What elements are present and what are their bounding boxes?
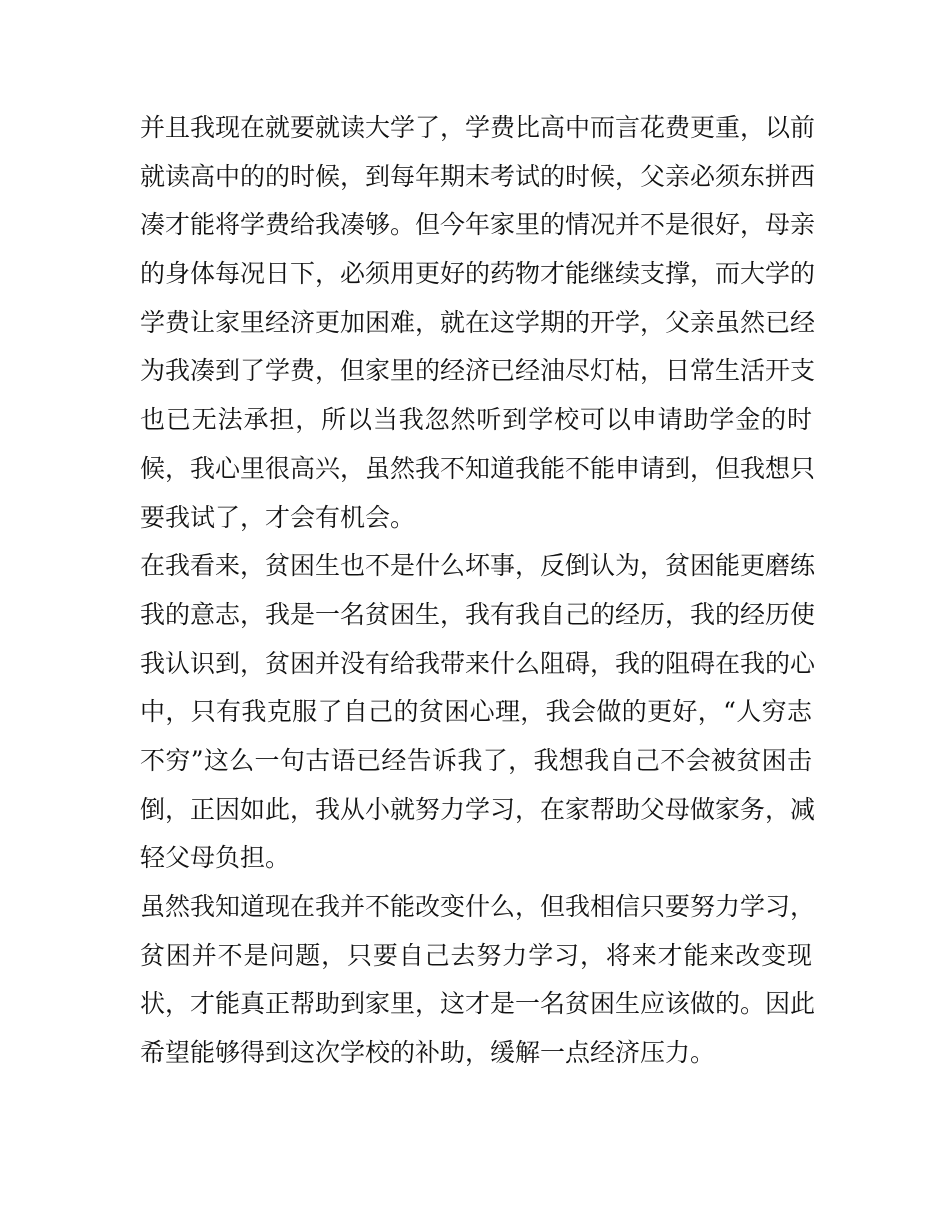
text-line: 学费让家里经济更加困难，就在这学期的开学，父亲虽然已经 <box>140 307 816 337</box>
text-line: 状，才能真正帮助到家里，这才是一名贫困生应该做的。因此 <box>140 989 816 1019</box>
text-line: 贫困并不是问题，只要自己去努力学习，将来才能来改变现 <box>140 940 812 970</box>
text-line: 我的意志，我是一名贫困生，我有我自己的经历，我的经历使 <box>140 599 816 629</box>
text-line: 倒，正因如此，我从小就努力学习，在家帮助父母做家务，减 <box>140 794 816 824</box>
paragraph-1 <box>140 104 816 542</box>
text-line: 在我看来，贫困生也不是什么坏事，反倒认为，贫困能更磨练 <box>140 551 816 581</box>
text-line: 并且我现在就要就读大学了，学费比高中而言花费更重，以前 <box>140 113 816 142</box>
text-line: 候，我心里很高兴，虽然我不知道我能不能申请到，但我想只 <box>140 453 816 483</box>
text-line: 我认识到，贫困并没有给我带来什么阻碍，我的阻碍在我的心 <box>140 648 816 678</box>
text-line: 也已无法承担，所以当我忽然听到学校可以申请助学金的时 <box>140 405 812 435</box>
paragraph-3 <box>140 883 816 1078</box>
text-line: 轻父母负担。 <box>140 843 291 873</box>
text-line: 的身体每况日下，必须用更好的药物才能继续支撑，而大学的 <box>140 259 816 289</box>
text-line: 凑才能将学费给我凑够。但今年家里的情况并不是很好，母亲 <box>140 210 816 240</box>
text-line: 虽然我知道现在我并不能改变什么，但我相信只要努力学习， <box>140 892 816 921</box>
paragraph-2 <box>140 542 816 883</box>
text-line: 希望能够得到这次学校的补助，缓解一点经济压力。 <box>140 1038 716 1068</box>
document-body <box>140 104 816 1078</box>
text-line: 不穷”这么一句古语已经告诉我了，我想我自己不会被贫困击 <box>140 745 812 775</box>
text-line: 为我凑到了学费，但家里的经济已经油尽灯枯，日常生活开支 <box>140 356 816 386</box>
text-line: 就读高中的的时候，到每年期末考试的时候，父亲必须东拼西 <box>140 161 816 191</box>
text-line: 中，只有我克服了自己的贫困心理，我会做的更好，“人穷志 <box>140 697 812 727</box>
text-line: 要我试了，才会有机会。 <box>140 502 416 532</box>
